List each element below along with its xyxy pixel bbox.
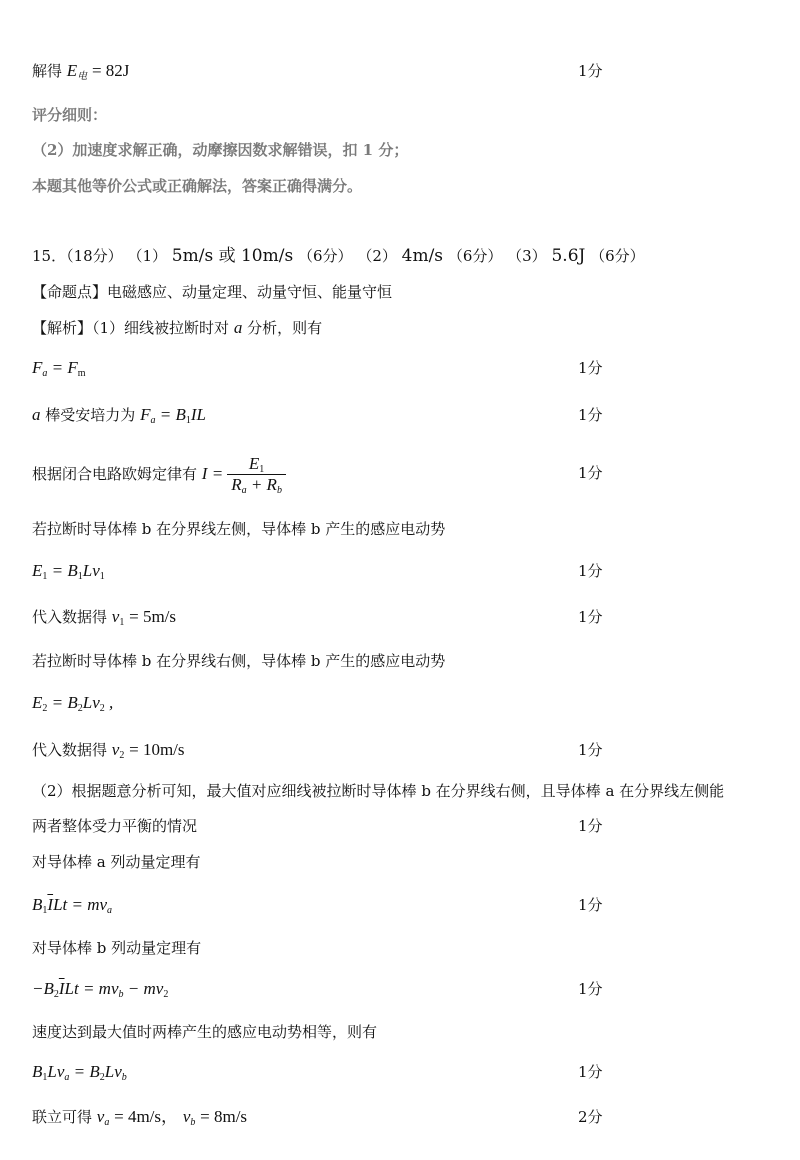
- rubric-title: 评分细则：: [32, 106, 108, 124]
- formula-momentum-b: [32, 978, 168, 1000]
- formula-momentum-a: [32, 894, 112, 916]
- rubric-other: 本题其他等价公式或正确解法，答案正确得满分。: [32, 177, 363, 195]
- emf-equal-label: 速度达到最大值时两棒产生的感应电动势相等，则有: [32, 1023, 378, 1041]
- topic-line: 【命题点】电磁感应、动量定理、动量守恒、能量守恒: [32, 283, 393, 301]
- analysis-intro: [32, 317, 322, 339]
- equation: $B_1Lv_a = B_2Lv_b$: [32, 1062, 127, 1083]
- equation: $E_2 = B_2Lv_2$ ,: [32, 693, 114, 714]
- score-ampere: 1分: [578, 406, 603, 424]
- q15-p3-answer: 5.6J: [551, 246, 586, 266]
- q15-p1-score: （6分）: [297, 247, 353, 265]
- q15-p2-label: （2）: [357, 247, 397, 265]
- case-left: 若拉断时导体棒 b 在分界线左侧，导体棒 b 产生的感应电动势: [32, 520, 446, 538]
- score-ohm: 1分: [578, 464, 603, 482]
- score-part2: 1分: [578, 817, 603, 835]
- score-v2: 1分: [578, 741, 603, 759]
- rubric-item-2: （2）加速度求解正确，动摩擦因数求解错误，扣 1 分；: [32, 141, 409, 159]
- combine-prefix: 联立可得: [32, 1108, 93, 1126]
- vb-value: = 8m/s: [200, 1107, 248, 1126]
- formula-e1: [32, 560, 105, 582]
- analysis-intro-text: 【解析】（1）细线被拉断时对: [32, 319, 230, 337]
- formula-e2: [32, 692, 113, 714]
- result-prefix: 解得: [32, 62, 63, 80]
- q15-header: [32, 245, 645, 267]
- case-right: 若拉断时导体棒 b 在分界线右侧，导体棒 b 产生的感应电动势: [32, 652, 446, 670]
- score-emf: 1分: [578, 1063, 603, 1081]
- ohm-line: [32, 452, 286, 496]
- score-final: 2分: [578, 1108, 603, 1126]
- q15-p1-label: （1）: [127, 247, 168, 265]
- momentum-b-label: 对导体棒 b 列动量定理有: [32, 939, 202, 957]
- equation: $-B_2\overline{I}Lt = mv_b - mv_2$: [32, 979, 169, 1000]
- v1-value: = 5m/s: [129, 607, 177, 626]
- ampere-prefix: 棒受安培力为: [45, 406, 136, 424]
- ohm-prefix: 根据闭合电路欧姆定律有: [32, 465, 198, 483]
- q15-p3-score: （6分）: [590, 247, 645, 265]
- result-line: [32, 60, 129, 82]
- substitute-label: 代入数据得: [32, 741, 108, 759]
- var-a: a: [233, 318, 243, 337]
- substitute-label: 代入数据得: [32, 608, 108, 626]
- q15-p1-answer: 5m/s 或 10m/s: [171, 246, 294, 266]
- var-vb: $v_b$: [182, 1107, 196, 1128]
- score-mom-b: 1分: [578, 980, 603, 998]
- equation: I = $\frac{E_1}{R_a + R_b}$: [202, 464, 286, 483]
- result-equation: = 82J: [91, 61, 130, 80]
- formula-fa-fm: [32, 357, 86, 379]
- result-formula: $E_电$: [66, 61, 88, 82]
- final-line: [32, 1106, 247, 1128]
- ampere-line: [32, 404, 206, 426]
- v2-value: = 10m/s: [129, 740, 185, 759]
- result-score: 1分: [578, 62, 603, 80]
- v1-line: [32, 606, 176, 628]
- q15-p2-score: （6分）: [447, 247, 503, 265]
- score-e1: 1分: [578, 562, 603, 580]
- var-v1: $v_1$: [111, 607, 125, 628]
- va-value: = 4m/s，: [114, 1107, 179, 1126]
- part2-cont: 两者整体受力平衡的情况: [32, 817, 198, 835]
- var-va: $v_a$: [96, 1107, 110, 1128]
- score-fa: 1分: [578, 359, 603, 377]
- q15-p3-label: （3）: [507, 247, 547, 265]
- equation: $F_a = B_1IL$: [140, 405, 206, 426]
- equation: $E_1 = B_1Lv_1$: [32, 561, 105, 582]
- equation: $B_1\overline{I}Lt = mv_a$: [32, 895, 113, 916]
- equation: $F_a = F_m$: [32, 358, 86, 379]
- score-v1: 1分: [578, 608, 603, 626]
- v2-line: [32, 739, 185, 761]
- formula-emf-equal: [32, 1061, 127, 1083]
- var-v2: $v_2$: [111, 740, 125, 761]
- var-a: a: [32, 405, 41, 424]
- q15-number: 15．（18分）: [32, 247, 123, 265]
- part2-text: （2）根据题意分析可知，最大值对应细线被拉断时导体棒 b 在分界线右侧，且导体棒 a 在分界线左侧能: [32, 782, 725, 800]
- momentum-a-label: 对导体棒 a 列动量定理有: [32, 853, 201, 871]
- q15-p2-answer: 4m/s: [401, 246, 444, 266]
- score-mom-a: 1分: [578, 896, 603, 914]
- analysis-intro-suffix: 分析，则有: [247, 319, 323, 337]
